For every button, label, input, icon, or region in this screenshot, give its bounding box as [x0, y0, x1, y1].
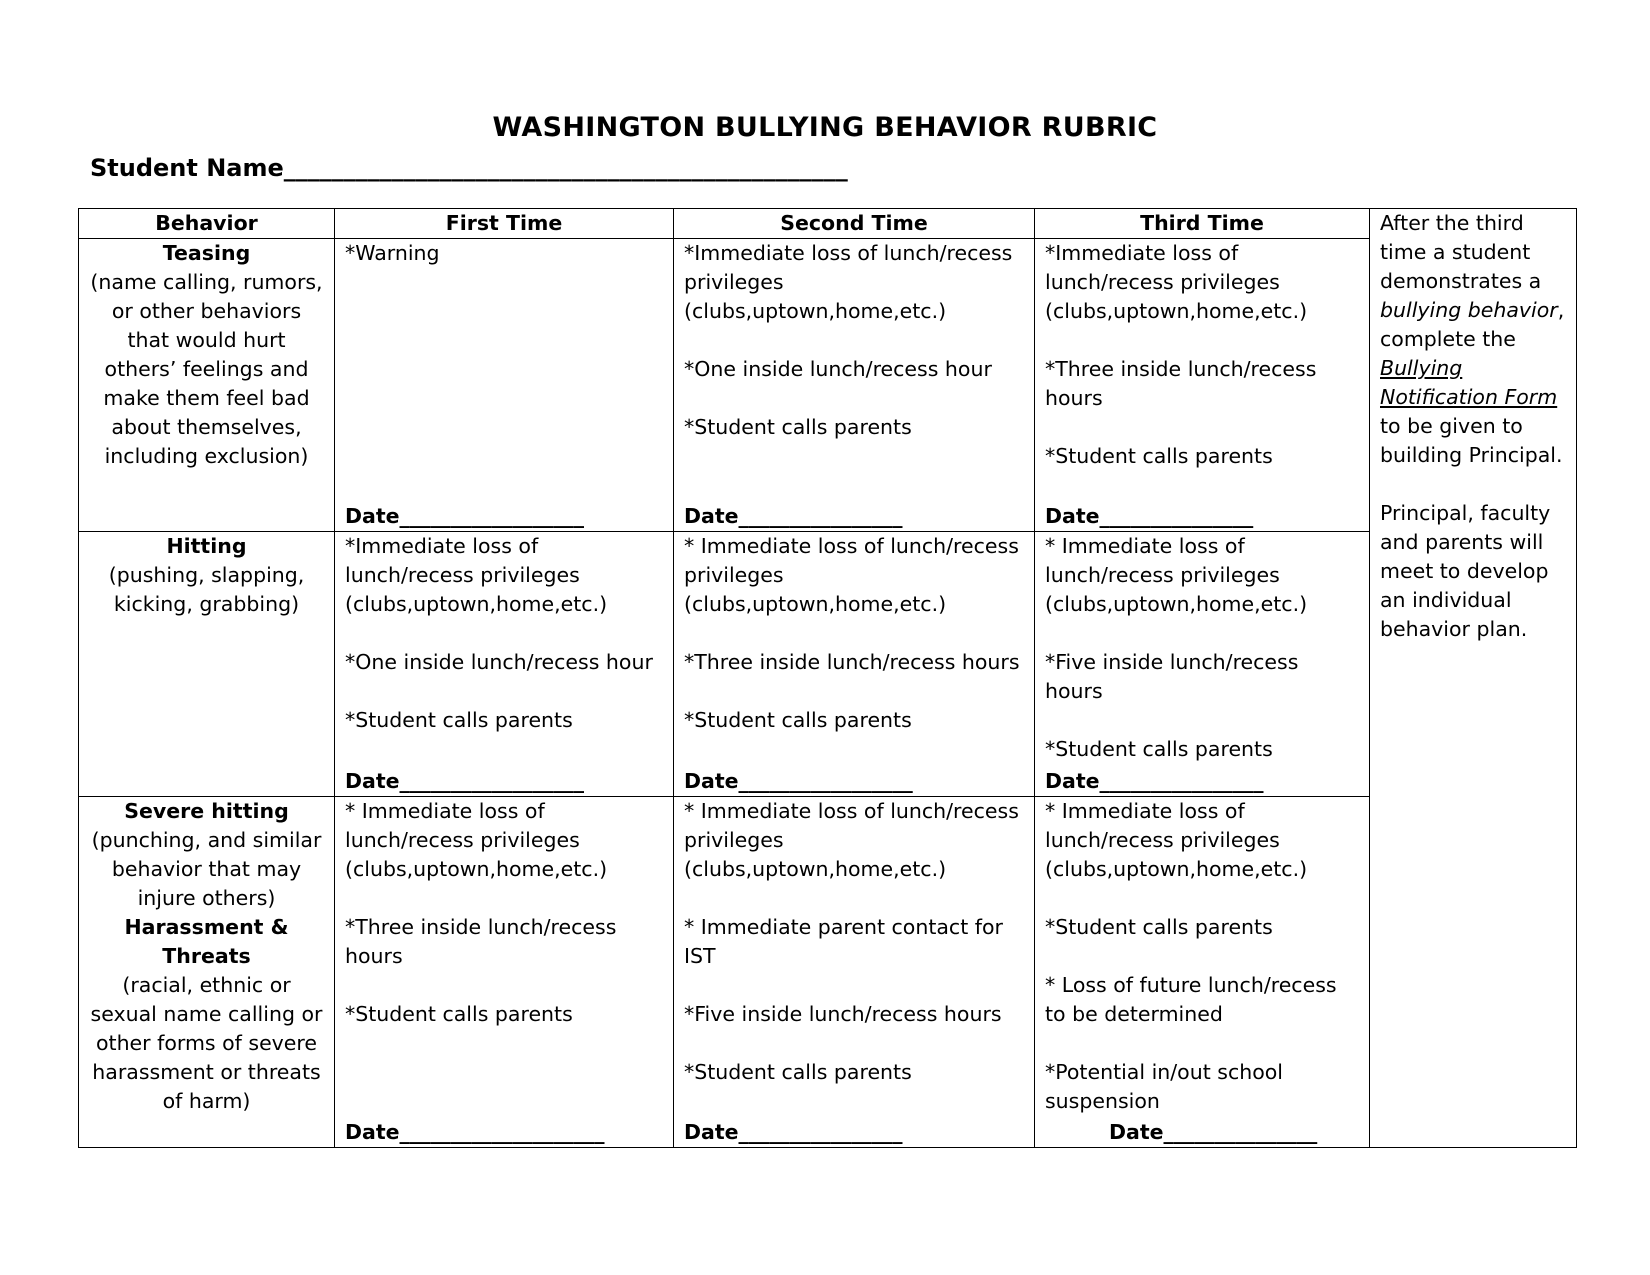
- third-time-cell: [1035, 532, 1370, 797]
- date-field[interactable]: Date________________: [684, 504, 903, 528]
- date-field[interactable]: Date_________________: [684, 769, 913, 793]
- consequence-item: *Student calls parents: [1045, 737, 1273, 761]
- consequence-item: *Student calls parents: [345, 708, 573, 732]
- behavior-title: Hitting: [166, 534, 247, 558]
- date-field[interactable]: Date________________: [684, 1120, 903, 1144]
- student-name-field[interactable]: [90, 154, 848, 182]
- date-field[interactable]: Date____________________: [345, 1120, 605, 1144]
- first-time-cell: [335, 239, 674, 532]
- student-name-label: Student Name: [90, 154, 284, 182]
- first-time-cell: [335, 532, 674, 797]
- rubric-table: [78, 208, 1577, 1148]
- student-name-line: _______________________________________________: [283, 154, 848, 182]
- behavior-cell: [79, 239, 335, 532]
- behavior-title: Harassment & Threats: [124, 915, 289, 968]
- consequence-item: *Five inside lunch/recess hours: [684, 1002, 1002, 1026]
- behavior-description: (name calling, rumors, or other behaviors that would hurt others’ feelings and make them feel bad about themselves, including exclusion): [90, 270, 323, 468]
- consequence-item: *Warning: [345, 241, 440, 265]
- page-title: WASHINGTON BULLYING BEHAVIOR RUBRIC: [492, 112, 1158, 143]
- side-note: [1370, 209, 1577, 1148]
- consequence-item: *Three inside lunch/recess hours: [345, 915, 617, 968]
- third-time-cell: [1035, 239, 1370, 532]
- side-note-paragraph-1: After the third time a student demonstrates a bullying behavior, complete the Bullying Notification Form to be given to building Principal.: [1380, 211, 1565, 467]
- consequence-item: *Three inside lunch/recess hours: [684, 650, 1020, 674]
- header-third-time: Third Time: [1035, 209, 1370, 239]
- consequence-item: * Immediate loss of lunch/recess privileges (clubs,uptown,home,etc.): [684, 534, 1019, 616]
- date-field[interactable]: Date________________: [1045, 769, 1264, 793]
- behavior-description: (racial, ethnic or sexual name calling or other forms of severe harassment or threats of harm): [90, 973, 323, 1113]
- date-field[interactable]: Date_______________: [1045, 504, 1254, 528]
- behavior-title: Severe hitting: [124, 799, 289, 823]
- second-time-cell: [674, 532, 1035, 797]
- consequence-item: *Three inside lunch/recess hours: [1045, 357, 1317, 410]
- behavior-title: Teasing: [162, 241, 251, 265]
- consequence-item: *Five inside lunch/recess hours: [1045, 650, 1299, 703]
- date-field[interactable]: Date_______________: [1109, 1120, 1318, 1144]
- consequence-item: *Potential in/out school suspension: [1045, 1060, 1283, 1113]
- date-field[interactable]: Date__________________: [345, 769, 585, 793]
- consequence-item: * Immediate loss of lunch/recess privileges (clubs,uptown,home,etc.): [684, 799, 1019, 881]
- second-time-cell: [674, 239, 1035, 532]
- header-second-time: Second Time: [674, 209, 1035, 239]
- header-first-time: First Time: [335, 209, 674, 239]
- behavior-cell: [79, 797, 335, 1148]
- consequence-item: * Immediate loss of lunch/recess privileges (clubs,uptown,home,etc.): [345, 799, 608, 881]
- consequence-item: *Student calls parents: [684, 708, 912, 732]
- consequence-item: *Immediate loss of lunch/recess privileges (clubs,uptown,home,etc.): [684, 241, 1013, 323]
- consequence-item: *Student calls parents: [1045, 915, 1273, 939]
- consequence-item: *One inside lunch/recess hour: [684, 357, 992, 381]
- consequence-item: *One inside lunch/recess hour: [345, 650, 653, 674]
- consequence-item: *Student calls parents: [684, 415, 912, 439]
- consequence-item: * Immediate parent contact for IST: [684, 915, 1003, 968]
- consequence-item: *Student calls parents: [1045, 444, 1273, 468]
- third-time-cell: [1035, 797, 1370, 1148]
- consequence-item: * Immediate loss of lunch/recess privileges (clubs,uptown,home,etc.): [1045, 799, 1308, 881]
- table-row: [79, 797, 1577, 1148]
- consequence-item: *Immediate loss of lunch/recess privileges (clubs,uptown,home,etc.): [1045, 241, 1308, 323]
- behavior-description: (pushing, slapping, kicking, grabbing): [108, 563, 305, 616]
- consequence-item: * Loss of future lunch/recess to be determined: [1045, 973, 1337, 1026]
- second-time-cell: [674, 797, 1035, 1148]
- side-note-paragraph-2: Principal, faculty and parents will meet to develop an individual behavior plan.: [1380, 501, 1551, 641]
- date-field[interactable]: Date__________________: [345, 504, 585, 528]
- consequence-item: *Student calls parents: [345, 1002, 573, 1026]
- consequence-item: *Immediate loss of lunch/recess privileges (clubs,uptown,home,etc.): [345, 534, 608, 616]
- table-row: [79, 532, 1577, 797]
- bullying-notification-form-ref: Bullying Notification Form: [1380, 356, 1558, 409]
- consequence-item: *Student calls parents: [684, 1060, 912, 1084]
- first-time-cell: [335, 797, 674, 1148]
- header-behavior: Behavior: [79, 209, 335, 239]
- consequence-item: * Immediate loss of lunch/recess privileges (clubs,uptown,home,etc.): [1045, 534, 1308, 616]
- table-row: [79, 239, 1577, 532]
- behavior-cell: [79, 532, 335, 797]
- behavior-description: (punching, and similar behavior that may injure others): [91, 828, 322, 910]
